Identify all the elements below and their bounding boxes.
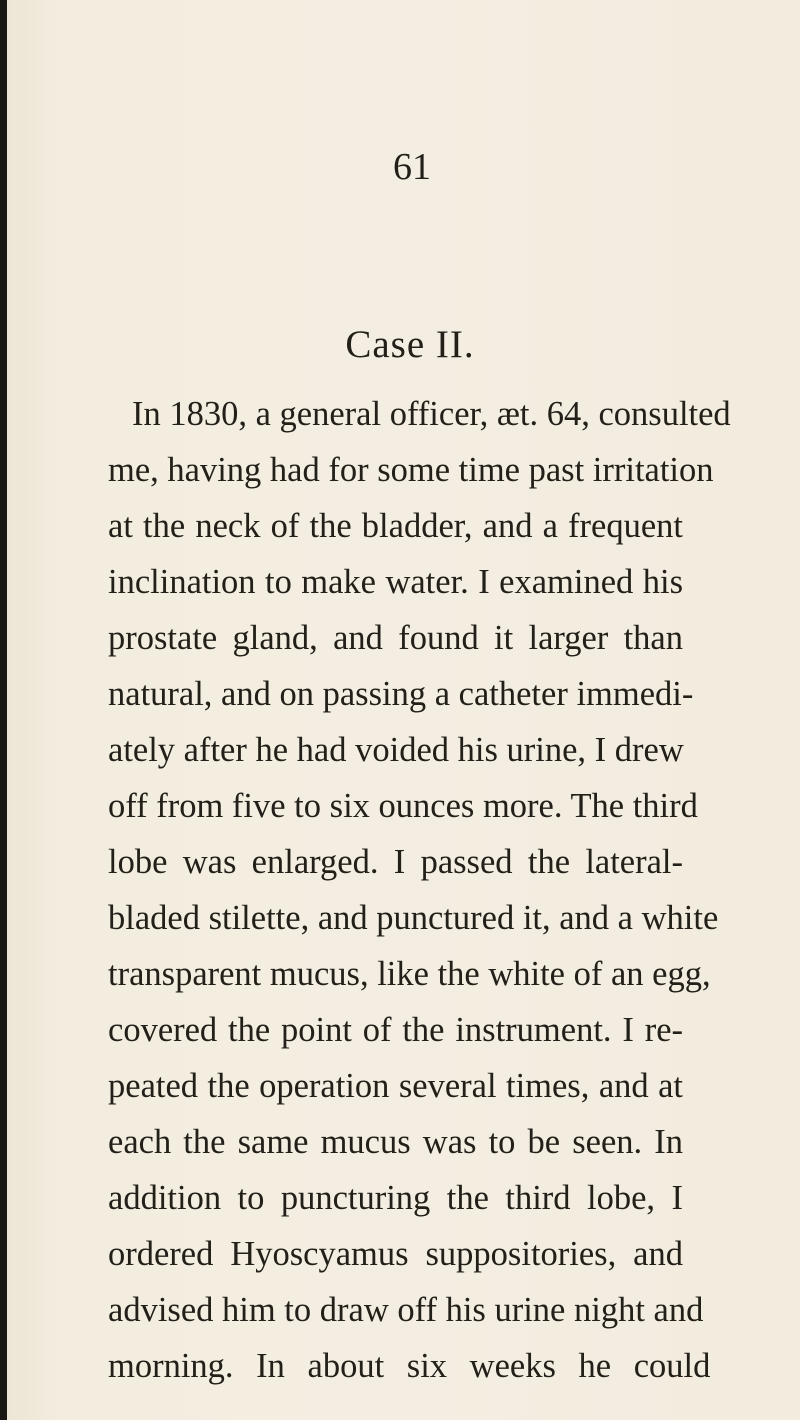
- text-line: advised him to draw off his urine night and: [108, 1291, 704, 1329]
- text-line: at the neck of the bladder, and a frequent: [108, 507, 683, 545]
- text-line: bladed stilette, and punctured it, and a white: [108, 899, 719, 937]
- text-line: transparent mucus, like the white of an egg,: [108, 955, 711, 993]
- text-line: addition to puncturing the third lobe, I: [108, 1179, 683, 1217]
- text-line: inclination to make water. I examined his: [108, 563, 683, 601]
- text-line: me, having had for some time past irritation: [108, 451, 714, 489]
- text-line: covered the point of the instrument. I re-: [108, 1011, 683, 1049]
- text-line: prostate gland, and found it larger than: [108, 619, 683, 657]
- text-line: lobe was enlarged. I passed the lateral-: [108, 843, 683, 881]
- text-line: each the same mucus was to be seen. In: [108, 1123, 683, 1161]
- text-line: In 1830, a general officer, æt. 64, consulted: [132, 395, 731, 433]
- binding-shadow: [0, 0, 7, 1420]
- case-heading: Case II.: [345, 323, 475, 366]
- text-line: ordered Hyoscyamus suppositories, and: [108, 1235, 683, 1273]
- page-number: 61: [393, 146, 431, 188]
- text-line: morning. In about six weeks he could: [108, 1347, 711, 1385]
- text-line: off from five to six ounces more. The third: [108, 787, 698, 825]
- body-paragraph: [108, 386, 731, 1394]
- text-line: natural, and on passing a catheter immedi-: [108, 675, 694, 713]
- text-line: ately after he had voided his urine, I drew: [108, 731, 684, 769]
- text-line: peated the operation several times, and at: [108, 1067, 683, 1105]
